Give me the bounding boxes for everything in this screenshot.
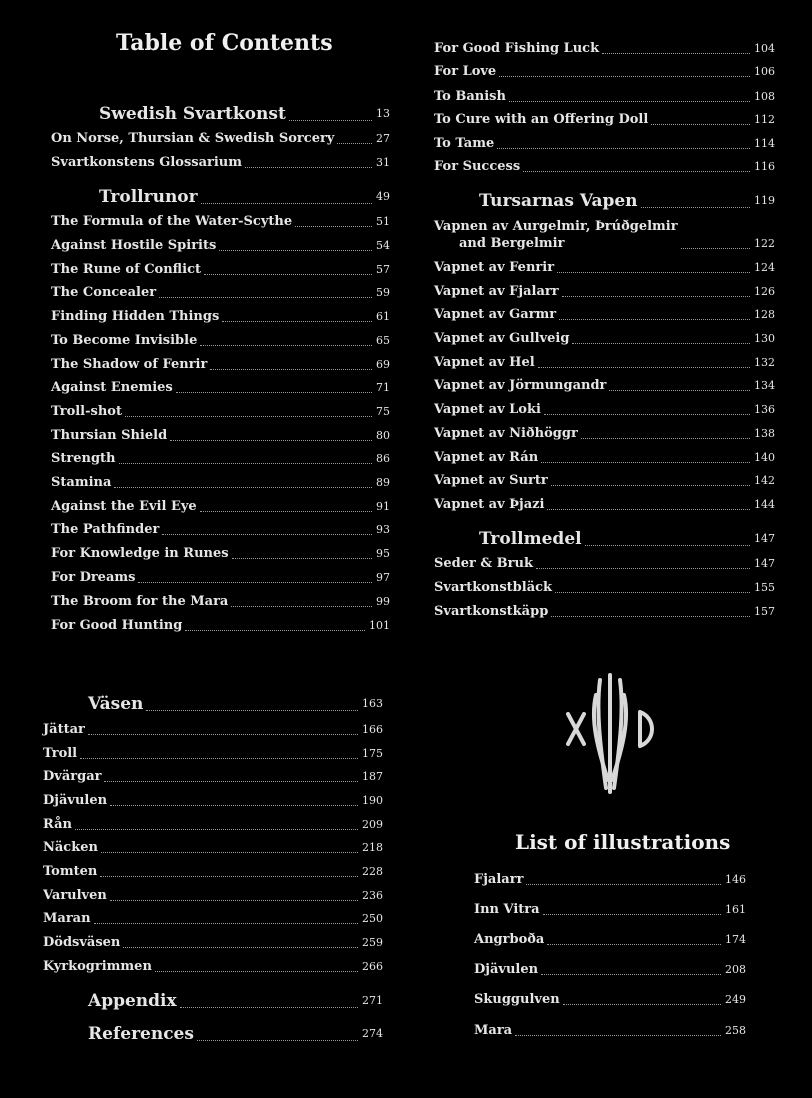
entry-title: Troll-shot <box>51 404 122 419</box>
entry-title: Skuggulven <box>474 992 560 1007</box>
entry-title: Against Hostile Spirits <box>51 238 217 253</box>
page-number: 187 <box>362 770 383 783</box>
entry-title: Strength <box>51 451 116 466</box>
entry-title: Trollrunor <box>99 187 198 207</box>
dot-leader <box>100 875 358 877</box>
page-number: 54 <box>376 239 390 252</box>
entry-title: For Dreams <box>51 570 136 585</box>
toc-entry <box>43 911 383 927</box>
entry-title: Swedish Svartkonst <box>99 104 286 124</box>
entry-title: Svartkonstkäpp <box>434 604 549 619</box>
entry-title: Vapnet av Þjazi <box>434 497 545 512</box>
page-number: 75 <box>376 405 390 418</box>
page-number: 93 <box>376 523 390 536</box>
entry-title: The Broom for the Mara <box>51 594 229 609</box>
page-number: 89 <box>376 476 390 489</box>
entry-title: For Knowledge in Runes <box>51 546 229 561</box>
entry-title: Djävulen <box>474 962 539 977</box>
toc-column-3 <box>43 0 383 1060</box>
page-number: 157 <box>754 605 775 618</box>
page-number: 236 <box>362 889 383 902</box>
page-number: 271 <box>362 994 383 1007</box>
page-number: 250 <box>362 912 383 925</box>
entry-title: For Love <box>434 64 497 79</box>
toc-entry <box>43 817 383 833</box>
entry-title: Against the Evil Eye <box>51 499 197 514</box>
page-number: 259 <box>362 936 383 949</box>
entry-title: Tursarnas Vapen <box>479 191 638 211</box>
page-number: 99 <box>376 595 390 608</box>
page-number: 174 <box>725 933 746 946</box>
page-number: 27 <box>376 132 390 145</box>
page-number: 51 <box>376 215 390 228</box>
page-number: 228 <box>362 865 383 878</box>
entry-title: Vapnet av Loki <box>434 402 541 417</box>
dot-leader <box>80 757 358 759</box>
entry-title: To Tame <box>434 136 495 151</box>
dot-leader <box>123 946 358 948</box>
entry-title: Dvärgar <box>43 769 102 784</box>
dot-leader <box>197 1039 358 1041</box>
toc-entry <box>43 746 383 762</box>
entry-title: References <box>88 1024 194 1044</box>
section-heading <box>43 991 383 1011</box>
page-number: 190 <box>362 794 383 807</box>
dot-leader <box>515 1034 721 1036</box>
entry-title: On Norse, Thursian & Swedish Sorcery <box>51 131 335 146</box>
entry-title: Vapnet av Fenrir <box>434 260 555 275</box>
entry-title: Jättar <box>43 722 85 737</box>
dot-leader <box>155 970 358 972</box>
page-number: 80 <box>376 429 390 442</box>
dot-leader <box>104 780 358 782</box>
entry-title: Appendix <box>88 991 177 1011</box>
entry-title-line-2: and Bergelmir <box>459 236 565 251</box>
page-number: 86 <box>376 452 390 465</box>
entry-title: Maran <box>43 911 91 926</box>
page-number: 132 <box>754 356 775 369</box>
entry-title: Trollmedel <box>479 529 582 549</box>
page-number: 104 <box>754 42 775 55</box>
toc-entry <box>43 769 383 785</box>
toc-entry <box>43 888 383 904</box>
entry-title: Stamina <box>51 475 112 490</box>
page-number: 218 <box>362 841 383 854</box>
entry-title: The Concealer <box>51 285 157 300</box>
entry-title: Svartkonstens Glossarium <box>51 155 243 170</box>
entry-title: Against Enemies <box>51 380 173 395</box>
page-number: 161 <box>725 903 746 916</box>
page-number: 71 <box>376 381 390 394</box>
page-number: 130 <box>754 332 775 345</box>
entry-title: Svartkonstbläck <box>434 580 553 595</box>
page-number: 163 <box>362 697 383 710</box>
page-number: 101 <box>369 619 390 632</box>
page-number: 49 <box>376 190 390 203</box>
dot-leader <box>75 828 358 830</box>
toc-entry <box>43 793 383 809</box>
entry-title: Tomten <box>43 864 98 879</box>
dot-leader <box>146 709 358 711</box>
page-number: 147 <box>754 532 775 545</box>
entry-title: Vapnet av Niðhöggr <box>434 426 578 441</box>
entry-title: Troll <box>43 746 78 761</box>
entry-title: Thursian Shield <box>51 428 168 443</box>
entry-title: To Become Invisible <box>51 333 198 348</box>
entry-title: The Shadow of Fenrir <box>51 357 208 372</box>
entry-title: Vapnet av Hel <box>434 355 535 370</box>
section-heading <box>43 1024 383 1044</box>
page-number: 112 <box>754 113 775 126</box>
entry-title: Näcken <box>43 840 98 855</box>
entry-title: Vapnet av Gullveig <box>434 331 570 346</box>
entry-title: The Pathfinder <box>51 522 160 537</box>
entry-title: The Rune of Conflict <box>51 262 201 277</box>
entry-title: Varulven <box>43 888 107 903</box>
entry-title: To Cure with an Offering Doll <box>434 112 649 127</box>
entry-title: Mara <box>474 1023 513 1038</box>
page-number: 266 <box>362 960 383 973</box>
entry-title-line-1: Vapnen av Aurgelmir, Þrúðgelmir <box>434 219 678 234</box>
entry-title: Rån <box>43 817 72 832</box>
dot-leader <box>541 973 721 975</box>
entry-title: For Success <box>434 159 521 174</box>
page-number: 155 <box>754 581 775 594</box>
dot-leader <box>543 913 721 915</box>
illustrations-title: List of illustrations <box>515 830 731 854</box>
dot-leader <box>94 922 358 924</box>
page-number: 140 <box>754 451 775 464</box>
entry-title: Seder & Bruk <box>434 556 533 571</box>
dot-leader <box>563 1003 721 1005</box>
entry-title: Fjalarr <box>474 872 524 887</box>
toc-entry <box>474 992 746 1008</box>
entry-title: To Banish <box>434 89 506 104</box>
section-heading <box>43 694 383 714</box>
toc-entry <box>474 1023 746 1039</box>
dot-leader <box>88 733 358 735</box>
toc-entry <box>43 935 383 951</box>
page-number: 136 <box>754 403 775 416</box>
page-number: 249 <box>725 993 746 1006</box>
page-number: 147 <box>754 557 775 570</box>
page-number: 128 <box>754 308 775 321</box>
page-number: 144 <box>754 498 775 511</box>
page-number: 138 <box>754 427 775 440</box>
page-number: 142 <box>754 474 775 487</box>
toc-entry <box>474 872 746 888</box>
toc-entry <box>43 840 383 856</box>
page-number: 146 <box>725 873 746 886</box>
entry-title: The Formula of the Water-Scythe <box>51 214 293 229</box>
page-number: 97 <box>376 571 390 584</box>
entry-title: Vapnet av Rán <box>434 450 539 465</box>
entry-title: For Good Fishing Luck <box>434 41 600 56</box>
page-number: 209 <box>362 818 383 831</box>
entry-title: Väsen <box>88 694 144 714</box>
toc-entry <box>43 864 383 880</box>
dot-leader <box>101 851 358 853</box>
dot-leader <box>547 943 721 945</box>
page-number: 258 <box>725 1024 746 1037</box>
entry-title: Inn Vitra <box>474 902 540 917</box>
toc-entry <box>474 932 746 948</box>
entry-title: Angrboða <box>474 932 545 947</box>
entry-title: Dödsväsen <box>43 935 121 950</box>
dot-leader <box>110 804 358 806</box>
page-number: 119 <box>754 194 775 207</box>
page-number: 108 <box>754 90 775 103</box>
page-number: 61 <box>376 310 390 323</box>
entry-title: Kyrkogrimmen <box>43 959 152 974</box>
dot-leader <box>180 1006 358 1008</box>
toc-entry <box>43 959 383 975</box>
entry-title: Vapnet av Surtr <box>434 473 548 488</box>
page-number: 95 <box>376 547 390 560</box>
entry-title: Vapnet av Jörmungandr <box>434 378 607 393</box>
entry-title: Finding Hidden Things <box>51 309 220 324</box>
toc-title: Table of Contents <box>116 30 333 56</box>
page-number: 116 <box>754 160 775 173</box>
illustrations-list <box>474 0 746 1060</box>
entry-title: Vapnet av Fjalarr <box>434 284 559 299</box>
page-number: 166 <box>362 723 383 736</box>
toc-entry <box>43 722 383 738</box>
entry-title: Djävulen <box>43 793 108 808</box>
toc-entry <box>474 902 746 918</box>
page-number: 65 <box>376 334 390 347</box>
page-number: 126 <box>754 285 775 298</box>
page-number: 91 <box>376 500 390 513</box>
page-number: 134 <box>754 379 775 392</box>
page-number: 114 <box>754 137 775 150</box>
page-number: 106 <box>754 65 775 78</box>
dot-leader <box>526 883 721 885</box>
page-number: 208 <box>725 963 746 976</box>
page-number: 124 <box>754 261 775 274</box>
page-number: 69 <box>376 358 390 371</box>
entry-title: Vapnet av Garmr <box>434 307 557 322</box>
page-number: 31 <box>376 156 390 169</box>
entry-title: For Good Hunting <box>51 618 183 633</box>
toc-entry <box>474 962 746 978</box>
page-number: 274 <box>362 1027 383 1040</box>
page-number: 122 <box>754 237 775 250</box>
page-number: 175 <box>362 747 383 760</box>
page-number: 57 <box>376 263 390 276</box>
page-number: 13 <box>376 107 390 120</box>
page-number: 59 <box>376 286 390 299</box>
dot-leader <box>110 899 358 901</box>
